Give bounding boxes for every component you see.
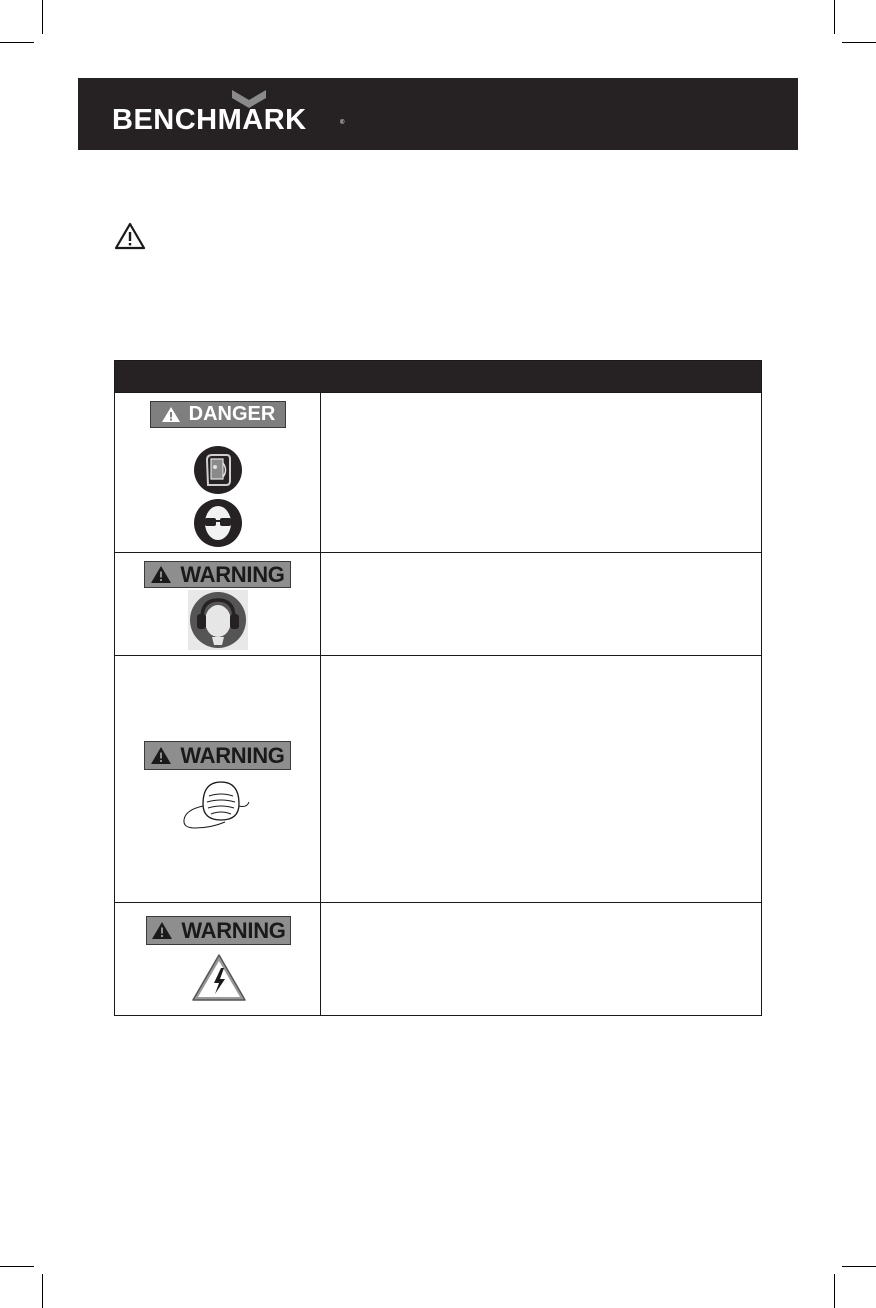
warning-label [146, 916, 291, 945]
table-row [115, 392, 761, 552]
table-row [115, 655, 761, 902]
crop-mark [42, 0, 43, 34]
electrical-hazard-icon [191, 953, 247, 1003]
warning-label-text: WARNING [181, 917, 286, 943]
exclamation-triangle-icon [150, 746, 172, 765]
brand-header [78, 78, 798, 150]
warning-label-text: WARNING [180, 561, 285, 587]
crop-mark [834, 0, 835, 34]
brand-name: BENCHMARK [112, 104, 307, 136]
crop-mark [842, 42, 876, 43]
table-row [115, 902, 761, 1015]
exclamation-triangle-icon [161, 406, 181, 423]
logo-tm-mark: ® [340, 120, 345, 126]
safety-glasses-icon [193, 498, 243, 548]
crop-mark [842, 1266, 876, 1267]
danger-label-text: DANGER [188, 403, 276, 425]
warning-label-text: WARNING [180, 742, 285, 768]
warning-label [144, 561, 291, 588]
brand-logo [112, 90, 432, 142]
face-shield-icon [193, 445, 243, 495]
warning-label [144, 741, 291, 770]
ear-protection-icon [188, 590, 248, 650]
table-row [115, 552, 761, 655]
danger-label [150, 401, 286, 428]
dust-mask-icon [181, 776, 261, 834]
crop-mark [834, 1274, 835, 1308]
exclamation-triangle-icon [151, 921, 173, 940]
crop-mark [0, 1266, 34, 1267]
warning-triangle-icon [114, 222, 146, 250]
exclamation-triangle-icon [150, 565, 172, 584]
safety-symbols-table [114, 360, 762, 1016]
table-header-bar [115, 361, 761, 392]
crop-mark [42, 1274, 43, 1308]
crop-mark [0, 42, 34, 43]
